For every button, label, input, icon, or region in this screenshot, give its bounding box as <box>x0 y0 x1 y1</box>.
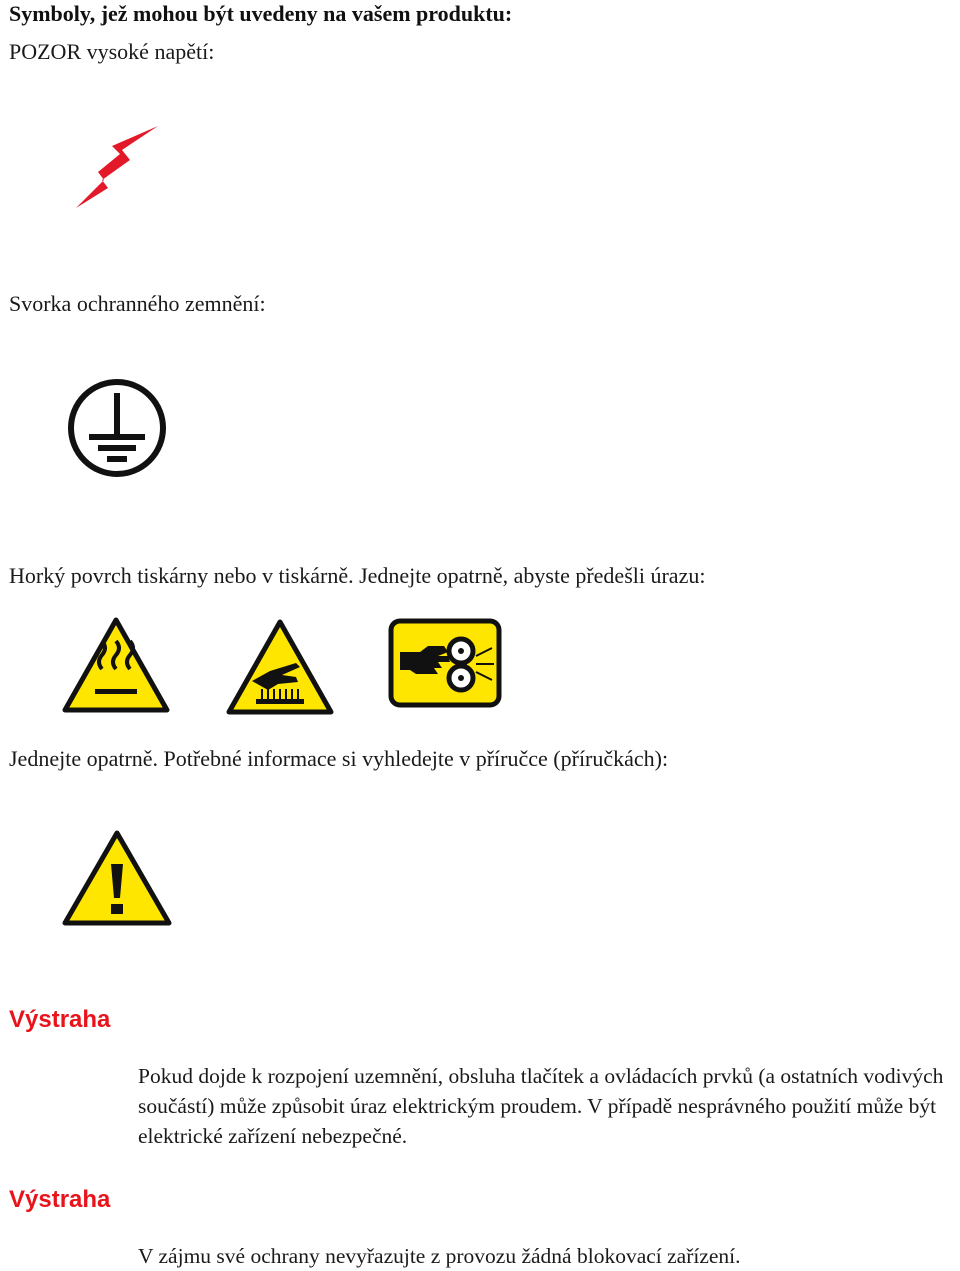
hot-surface-icon <box>62 617 170 713</box>
caution-exclamation-icon <box>62 830 172 926</box>
high-voltage-icon <box>74 124 162 212</box>
warning-text-2: V zájmu své ochrany nevyřazujte z provozu žádná blokovací zařízení. <box>138 1244 741 1268</box>
protective-earth-icon <box>66 377 168 479</box>
caution-label: Jednejte opatrně. Potřebné informace si vyhledejte v příručce (příručkách): <box>9 746 669 771</box>
hot-surface-label: Horký povrch tiskárny nebo v tiskárně. Jednejte opatrně, abyste předešli úrazu: <box>9 563 706 588</box>
ground-label: Svorka ochranného zemnění: <box>9 291 266 316</box>
warning-label-2: Výstraha <box>9 1186 111 1213</box>
warning-label-1: Výstraha <box>9 1006 111 1033</box>
page-heading: Symboly, jež mohou být uvedeny na vašem produktu: <box>9 1 513 26</box>
hot-surface-hand-icon <box>226 619 334 715</box>
warning-text-1: Pokud dojde k rozpojení uzemnění, obsluha tlačítek a ovládacích prvků (a ostatních vodivých součástí) může způsobit úraz elektrickým proudem. V případě nesprávného použití může být elektrické zařízení nebezpečné. <box>138 1064 944 1148</box>
high-voltage-label: POZOR vysoké napětí: <box>9 39 215 64</box>
pinch-rollers-icon <box>388 618 502 708</box>
